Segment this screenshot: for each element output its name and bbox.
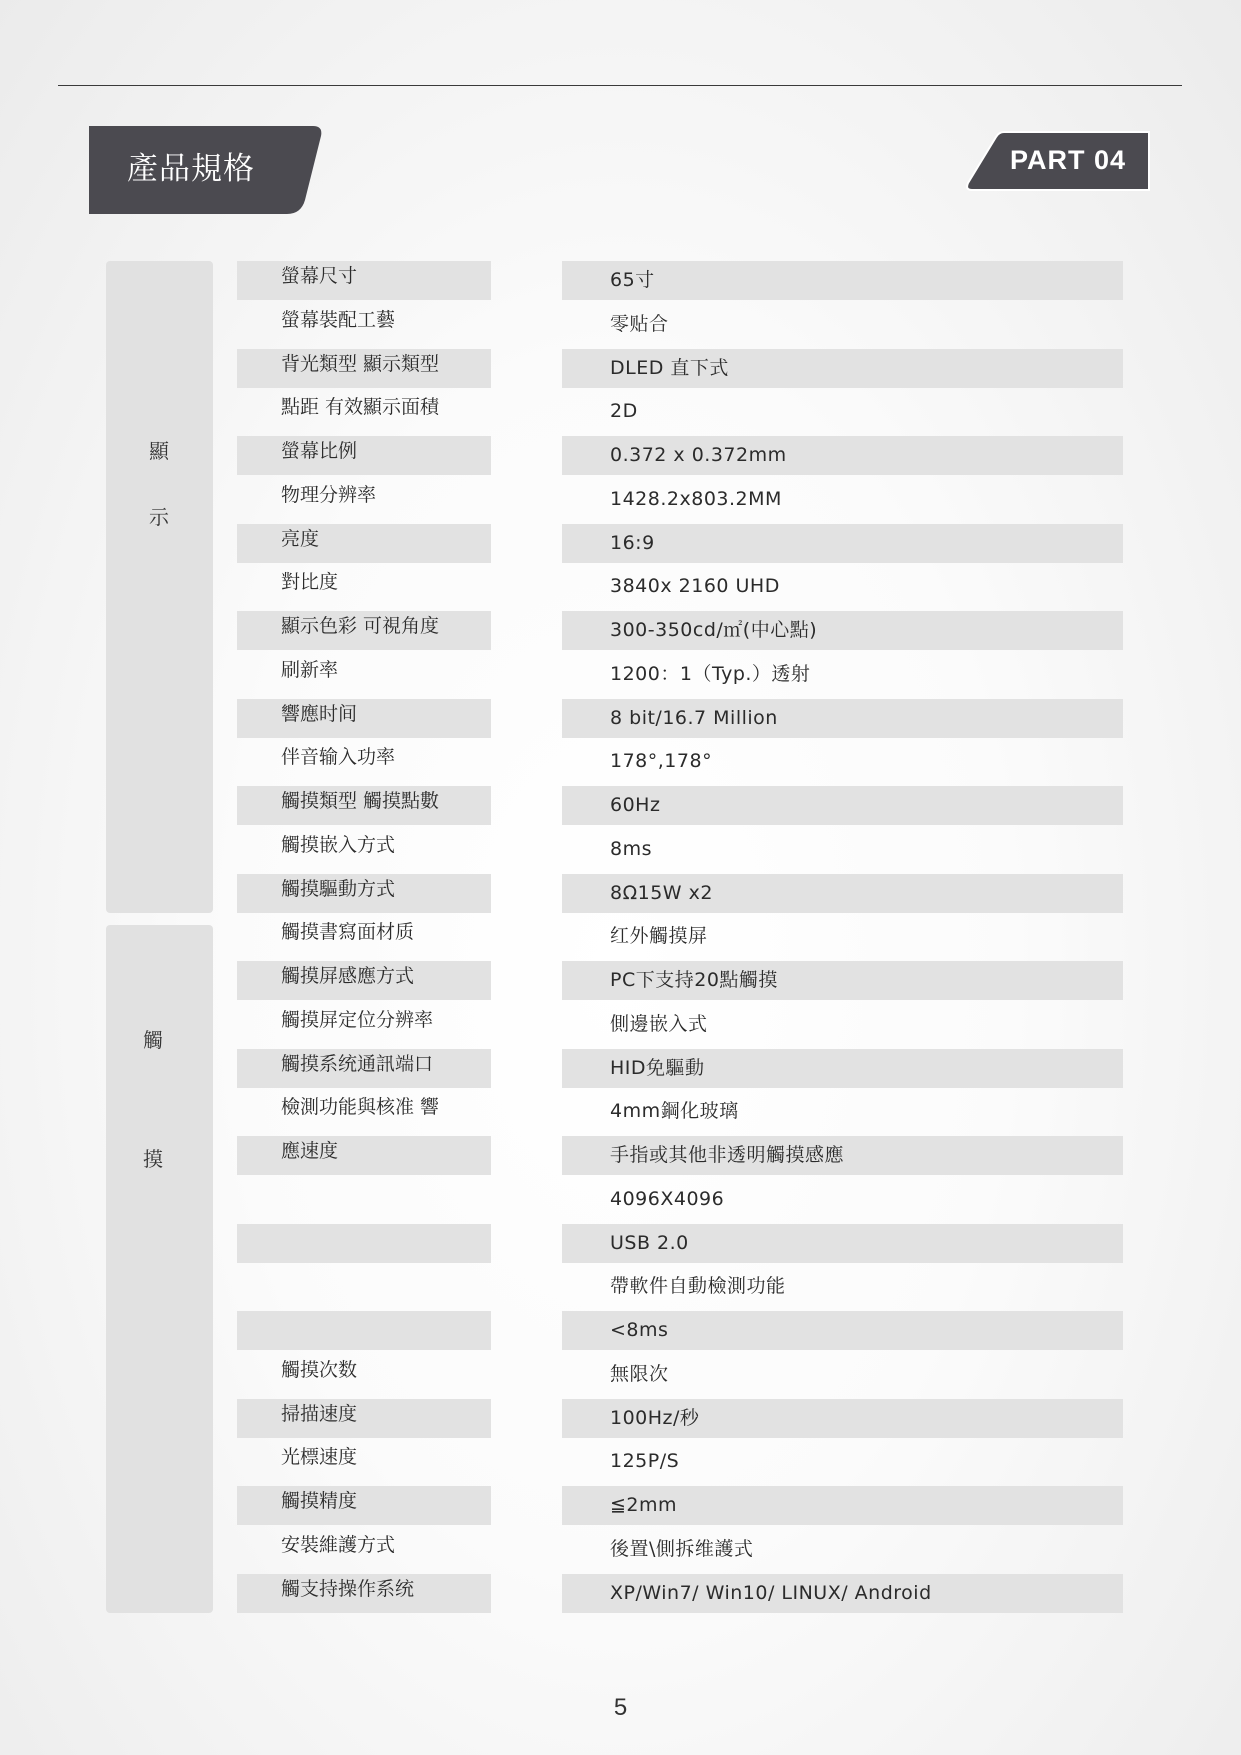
spec-row [0, 961, 1241, 1000]
spec-value-cell [562, 1136, 1123, 1175]
spec-label-cell [237, 742, 491, 781]
spec-value-cell [562, 961, 1123, 1000]
group-label-touch-2: 摸 [143, 1147, 163, 1171]
spec-row [0, 1224, 1241, 1263]
spec-label-cell [237, 436, 491, 475]
spec-label-cell [237, 261, 491, 300]
page-title: 產品規格 [127, 151, 255, 187]
spec-label: 觸摸書寫面材质 [281, 921, 415, 944]
spec-value: 红外觸摸屏 [610, 925, 708, 948]
spec-row [0, 1180, 1241, 1219]
group-label-touch-1: 觸 [143, 1028, 163, 1052]
spec-value-cell [562, 830, 1123, 869]
spec-value: 178°,178° [610, 750, 713, 773]
spec-label: 光標速度 [281, 1446, 358, 1469]
spec-label: 對比度 [281, 571, 339, 594]
spec-row [0, 567, 1241, 606]
spec-value: 帶軟件自動檢測功能 [610, 1275, 786, 1298]
spec-label-cell [237, 1442, 491, 1481]
spec-label: 觸摸屏定位分辨率 [281, 1008, 434, 1031]
spec-value: 2D [610, 400, 638, 423]
spec-label-cell [237, 1267, 491, 1306]
spec-value: USB 2.0 [610, 1231, 689, 1254]
spec-label: 亮度 [281, 527, 320, 550]
spec-label: 掃描速度 [281, 1402, 358, 1425]
spec-value: 手指或其他非透明觸摸感應 [610, 1144, 845, 1166]
spec-label-cell [237, 1049, 491, 1088]
spec-label-cell [237, 1180, 491, 1219]
spec-value: HID免驅動 [610, 1056, 705, 1079]
spec-row [0, 436, 1241, 475]
spec-value-cell [562, 786, 1123, 825]
spec-row [0, 261, 1241, 300]
spec-label-cell [237, 305, 491, 344]
spec-value: 8 bit/16.7 Million [610, 706, 778, 729]
spec-label: 螢幕尺寸 [281, 265, 358, 287]
spec-label: 螢幕裝配工藝 [281, 308, 396, 331]
spec-row [0, 611, 1241, 650]
spec-label-cell [237, 611, 491, 650]
spec-row [0, 917, 1241, 956]
spec-value-cell [562, 1399, 1123, 1438]
spec-label: 觸摸系统通訊端口 [281, 1052, 434, 1075]
spec-label: 觸摸精度 [281, 1490, 358, 1512]
spec-label: 刷新率 [281, 658, 339, 681]
spec-row [0, 1049, 1241, 1088]
spec-label-cell [237, 1005, 491, 1044]
spec-value: 0.372 x 0.372mm [610, 444, 787, 466]
spec-value-cell [562, 524, 1123, 563]
spec-label-cell [237, 524, 491, 563]
spec-value: 16:9 [610, 531, 655, 554]
spec-label-cell [237, 567, 491, 606]
spec-row [0, 1005, 1241, 1044]
spec-value: XP/Win7/ Win10/ LINUX/ Android [610, 1581, 932, 1604]
spec-value-cell [562, 1224, 1123, 1263]
spec-row [0, 1442, 1241, 1481]
spec-row [0, 699, 1241, 738]
spec-row [0, 1355, 1241, 1394]
spec-label-cell [237, 830, 491, 869]
spec-value-cell [562, 349, 1123, 388]
spec-label-cell [237, 1399, 491, 1438]
spec-label: 檢測功能與核准 響 [281, 1096, 440, 1119]
spec-label-cell [237, 1092, 491, 1131]
spec-label: 觸摸屏感應方式 [281, 965, 415, 987]
spec-value-cell [562, 611, 1123, 650]
spec-label: 觸摸類型 觸摸點數 [281, 790, 440, 812]
spec-row [0, 1267, 1241, 1306]
spec-value-cell [562, 1530, 1123, 1569]
spec-label: 觸摸驅動方式 [281, 877, 396, 900]
spec-label-cell [237, 480, 491, 519]
spec-label: 物理分辨率 [281, 483, 377, 506]
spec-value: 側邊嵌入式 [610, 1012, 708, 1035]
spec-label-cell [237, 655, 491, 694]
spec-label-cell [237, 961, 491, 1000]
spec-label-cell [237, 786, 491, 825]
spec-row [0, 305, 1241, 344]
spec-label-cell [237, 699, 491, 738]
spec-value-cell [562, 567, 1123, 606]
spec-value: ≦2mm [610, 1494, 678, 1516]
spec-value: 1428.2x803.2MM [610, 487, 782, 510]
spec-label-cell [237, 874, 491, 913]
spec-value-cell [562, 1092, 1123, 1131]
spec-label: 螢幕比例 [281, 440, 358, 462]
spec-label-cell [237, 917, 491, 956]
spec-value: 65寸 [610, 269, 655, 291]
spec-label: 應速度 [281, 1140, 339, 1162]
spec-row [0, 655, 1241, 694]
spec-row [0, 349, 1241, 388]
spec-value: DLED 直下式 [610, 356, 729, 379]
spec-label: 觸摸次数 [281, 1358, 358, 1381]
spec-value: 8ms [610, 837, 652, 860]
spec-row [0, 392, 1241, 431]
group-label-display-1: 顯 [149, 439, 169, 463]
spec-label-cell [237, 1530, 491, 1569]
spec-value-cell [562, 436, 1123, 475]
spec-value-cell [562, 699, 1123, 738]
spec-value-cell [562, 1180, 1123, 1219]
spec-row [0, 742, 1241, 781]
spec-value-cell [562, 1267, 1123, 1306]
spec-value: 100Hz/秒 [610, 1406, 700, 1429]
spec-value-cell [562, 1005, 1123, 1044]
spec-label: 觸支持操作系统 [281, 1577, 415, 1600]
spec-value: 8Ω15W x2 [610, 881, 713, 904]
spec-value: 後置\側拆维護式 [610, 1537, 754, 1560]
spec-value-cell [562, 480, 1123, 519]
spec-label: 安裝維護方式 [281, 1533, 396, 1556]
spec-value: 3840x 2160 UHD [610, 575, 780, 598]
spec-value-cell [562, 655, 1123, 694]
spec-row [0, 1486, 1241, 1525]
spec-label-cell [237, 1486, 491, 1525]
spec-label-cell [237, 1224, 491, 1263]
spec-value-cell [562, 1574, 1123, 1613]
spec-value-cell [562, 1311, 1123, 1350]
spec-label: 響應时间 [281, 702, 358, 725]
spec-value-cell [562, 874, 1123, 913]
spec-label-cell [237, 349, 491, 388]
spec-label-cell [237, 1574, 491, 1613]
spec-value: 1200：1（Typ.）透射 [610, 662, 811, 685]
spec-row [0, 874, 1241, 913]
spec-label: 背光類型 顯示類型 [281, 352, 440, 375]
spec-value-cell [562, 261, 1123, 300]
spec-value: 零贴合 [610, 312, 669, 335]
spec-value: 300-350cd/㎡(中心點) [610, 619, 818, 641]
spec-label-cell [237, 1311, 491, 1350]
spec-row [0, 1311, 1241, 1350]
spec-value-cell [562, 1355, 1123, 1394]
page-number: 5 [613, 1694, 628, 1721]
spec-label: 伴音输入功率 [281, 746, 396, 769]
part-label: PART 04 [1010, 145, 1127, 175]
spec-value-cell [562, 305, 1123, 344]
spec-row [0, 786, 1241, 825]
spec-value: PC下支持20點觸摸 [610, 969, 778, 991]
spec-row [0, 524, 1241, 563]
spec-value: 125P/S [610, 1450, 680, 1473]
spec-label: 觸摸嵌入方式 [281, 833, 396, 856]
spec-row [0, 1574, 1241, 1613]
group-label-display-2: 示 [149, 505, 169, 529]
spec-label-cell [237, 1136, 491, 1175]
spec-value-cell [562, 392, 1123, 431]
spec-value-cell [562, 1486, 1123, 1525]
spec-value: <8ms [610, 1319, 669, 1341]
spec-value: 4096X4096 [610, 1187, 725, 1210]
spec-value-cell [562, 1049, 1123, 1088]
spec-row [0, 480, 1241, 519]
spec-row [0, 1092, 1241, 1131]
spec-value: 4mm鋼化玻璃 [610, 1100, 739, 1123]
spec-row [0, 1530, 1241, 1569]
spec-row [0, 1399, 1241, 1438]
spec-label: 點距 有效顯示面積 [281, 396, 440, 419]
spec-value-cell [562, 917, 1123, 956]
spec-label: 顯示色彩 可視角度 [281, 615, 440, 637]
spec-value: 60Hz [610, 794, 661, 816]
spec-value-cell [562, 742, 1123, 781]
spec-row [0, 1136, 1241, 1175]
spec-value-cell [562, 1442, 1123, 1481]
spec-row [0, 830, 1241, 869]
spec-label-cell [237, 1355, 491, 1394]
spec-label-cell [237, 392, 491, 431]
spec-value: 無限次 [610, 1362, 669, 1385]
